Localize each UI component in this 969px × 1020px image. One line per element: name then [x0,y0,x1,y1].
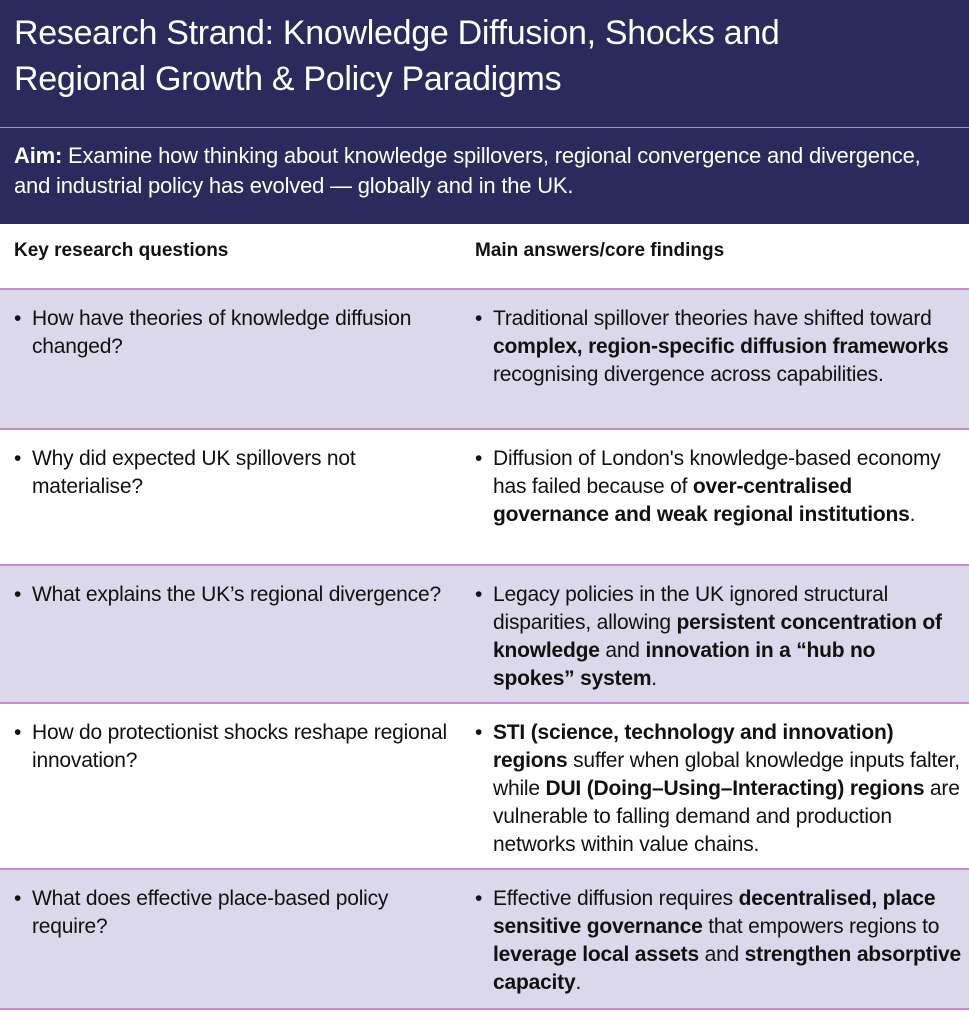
aim-label: Aim: [14,143,63,168]
table-row [0,290,969,428]
finding-text-segment: Effective diffusion requires [493,887,739,910]
research-question [14,305,454,361]
row-divider [0,702,969,704]
row-divider [0,288,969,290]
research-question-text: How have theories of knowledge diffusion changed? [32,307,412,358]
research-question [14,719,454,775]
finding-emphasis: innovation in a “hub no spokes” system [493,639,876,690]
table-row [0,704,969,870]
questions-column-header: Key research questions [14,240,229,261]
research-question-text: Why did expected UK spillovers not materialise? [32,447,356,498]
finding-emphasis: over-centralised governance and weak regional institutions [493,475,910,526]
finding-emphasis: decentralised, place sensitive governance [493,887,936,938]
core-finding [475,885,961,997]
finding-text-segment: and [698,943,745,966]
core-finding-text [493,581,961,693]
core-finding [475,305,961,389]
finding-text-segment: Diffusion of London's knowledge-based economy has failed because of [493,447,941,498]
finding-text-segment: . [575,971,582,994]
table-row [0,870,969,1010]
column-headers [0,224,969,288]
finding-text-segment: recognising divergence across capabilities. [493,363,884,386]
finding-text-segment: . [909,503,916,526]
finding-emphasis: persistent concentration of knowledge [493,611,942,662]
bullet-marker: • [475,583,483,606]
core-finding [475,445,961,529]
answers-column-header: Main answers/core findings [475,240,725,261]
row-divider [0,1008,969,1010]
finding-emphasis: strengthen absorptive capacity [493,943,962,994]
finding-text-segment: Traditional spillover theories have shifted toward [493,307,932,330]
finding-text-segment: suffer when global knowledge inputs falter, while [493,749,960,800]
bullet-marker: • [475,447,483,470]
page-title-line-2: Regional Growth & Policy Paradigms [14,60,562,98]
core-finding [475,719,961,859]
finding-emphasis: leverage local assets [493,943,699,966]
finding-text-segment: Legacy policies in the UK ignored structural disparities, allowing [493,583,889,634]
bullet-marker: • [14,307,22,330]
research-question [14,581,454,609]
table-row [0,566,969,704]
bullet-marker: • [14,447,22,470]
row-divider [0,868,969,870]
core-finding-text [493,305,961,389]
finding-emphasis: DUI (Doing–Using–Interacting) regions [545,777,925,800]
finding-text-segment: that empowers regions to [702,915,940,938]
core-finding-text [493,885,961,997]
aim-text: Examine how thinking about knowledge spillovers, regional convergence and divergence, and industrial policy has evolved — globally and in the UK. [14,143,921,198]
aim-statement [0,128,969,224]
research-question-text: What explains the UK’s regional divergence? [32,583,441,606]
row-divider [0,428,969,430]
table-row [0,430,969,566]
page-title [14,10,955,102]
research-question-text: What does effective place-based policy require? [32,887,389,938]
finding-emphasis: STI (science, technology and innovation) regions [493,721,894,772]
finding-emphasis: complex, region-specific diffusion frameworks [493,335,949,358]
bullet-marker: • [475,721,483,744]
row-divider [0,564,969,566]
title-banner [0,0,969,127]
bullet-marker: • [14,721,22,744]
core-finding [475,581,961,693]
finding-text-segment: and [599,639,646,662]
finding-text-segment: . [651,667,657,690]
bullet-marker: • [14,583,22,606]
bullet-marker: • [475,887,483,910]
research-question [14,445,454,501]
bullet-marker: • [475,307,483,330]
core-finding-text [493,445,961,529]
page-title-line-1: Research Strand: Knowledge Diffusion, Shocks and [14,14,780,52]
research-question-text: How do protectionist shocks reshape regional innovation? [32,721,447,772]
research-question [14,885,454,941]
core-finding-text [493,719,961,859]
bullet-marker: • [14,887,22,910]
finding-text-segment: are vulnerable to falling demand and production networks within value chains. [493,777,960,856]
